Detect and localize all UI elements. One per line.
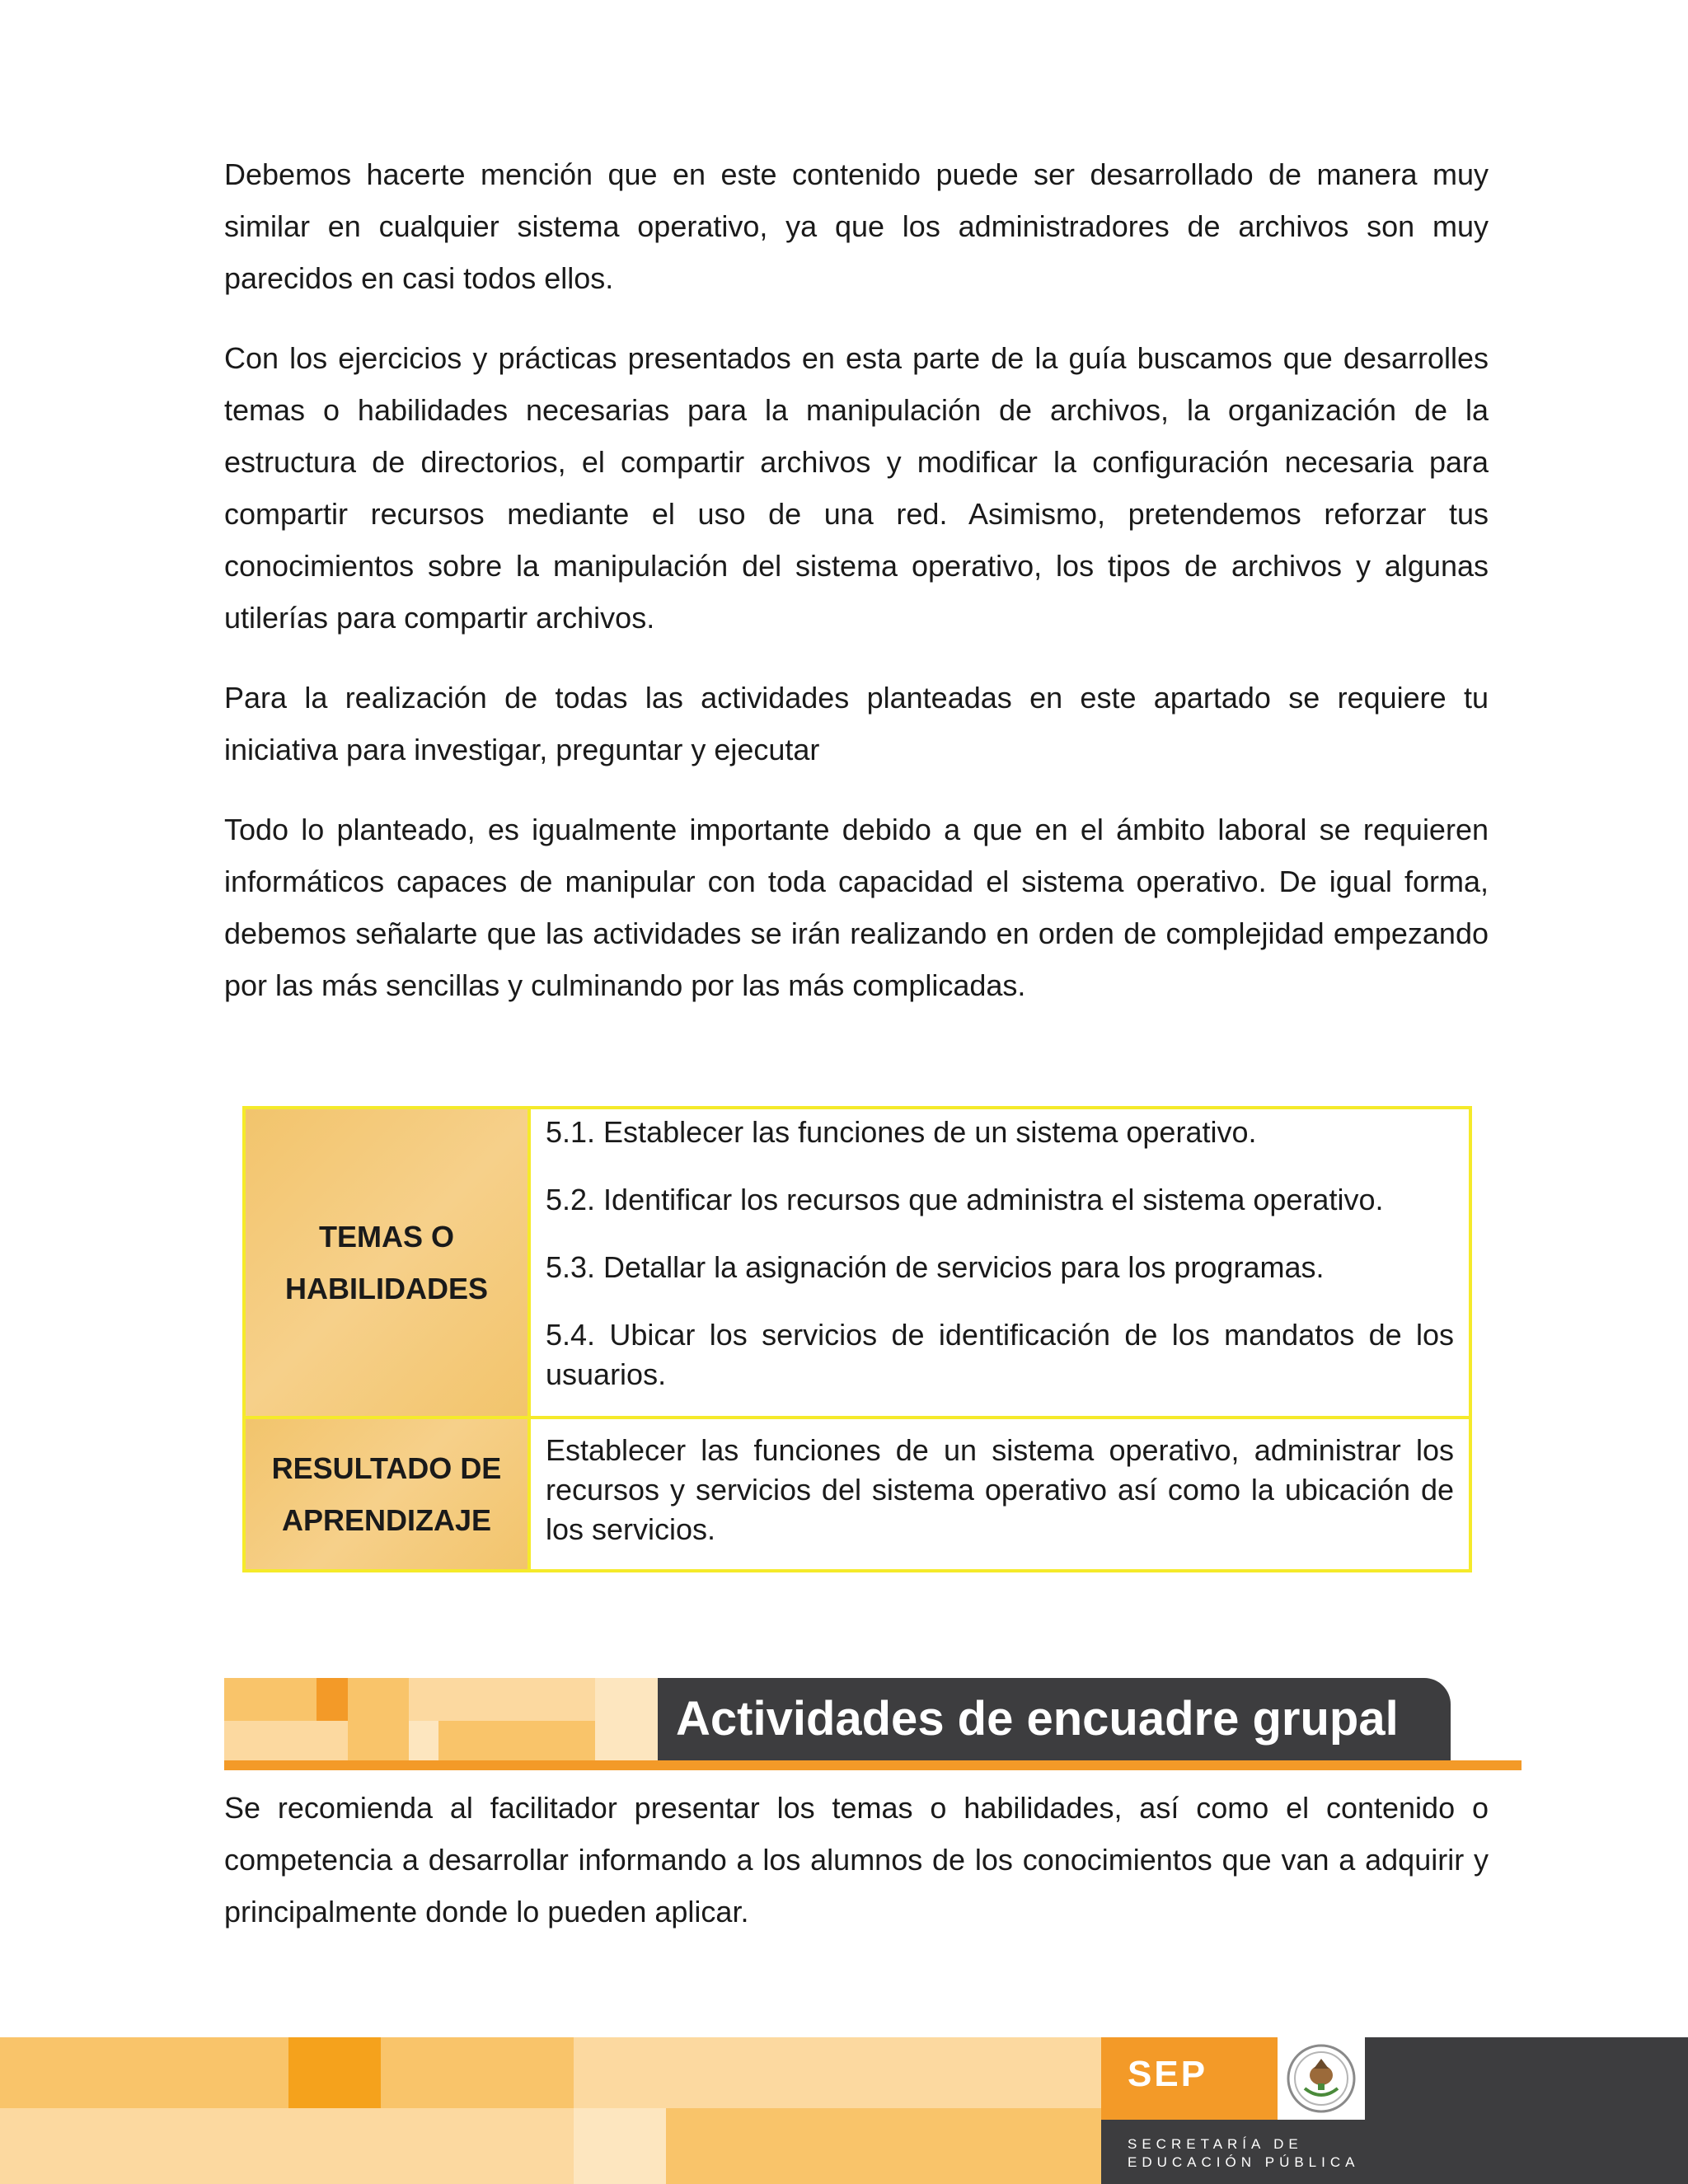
temas-item: 5.2. Identificar los recursos que administra el sistema operativo. — [546, 1183, 1384, 1216]
section-title: Actividades de encuadre grupal — [676, 1692, 1399, 1746]
temas-label-line1: TEMAS O — [318, 1220, 454, 1254]
footer-dark-right — [1365, 2037, 1688, 2184]
section-content — [224, 1782, 1489, 1966]
skills-table — [242, 1106, 1472, 1572]
footer — [0, 2037, 1688, 2184]
footer-block — [0, 2037, 288, 2108]
banner-block — [348, 1678, 409, 1760]
seal-box — [1278, 2037, 1365, 2120]
intro-paragraph-1: Debemos hacerte mención que en este contenido puede ser desarrollado de manera muy similar en cualquier sistema operativo, ya que los administradores de archivos son muy parecidos en casi todos ellos. — [224, 157, 1489, 295]
banner-block — [224, 1721, 348, 1760]
footer-block — [574, 2108, 666, 2184]
footer-block — [288, 2037, 381, 2108]
temas-item: 5.1. Establecer las funciones de un sistema operativo. — [546, 1115, 1257, 1149]
banner-block — [316, 1678, 348, 1721]
footer-block — [381, 2037, 574, 2108]
temas-items-cell — [529, 1108, 1470, 1418]
footer-block — [574, 2037, 1101, 2108]
banner-block — [409, 1721, 438, 1760]
resultado-label-line2: APRENDIZAJE — [281, 1503, 492, 1537]
resultado-label-line1: RESULTADO DE — [271, 1451, 502, 1485]
temas-item: 5.3. Detallar la asignación de servicios para los programas. — [546, 1250, 1325, 1284]
banner-block — [438, 1721, 595, 1760]
sep-subtitle-line2: EDUCACIÓN PÚBLICA — [1128, 2154, 1360, 2170]
resultado-text-cell: Establecer las funciones de un sistema operativo, administrar los recursos y servicios del sistema operativo así como la ubicación de los servicios. — [529, 1418, 1470, 1571]
temas-item: 5.4. Ubicar los servicios de identificación de los mandatos de los usuarios. — [546, 1318, 1454, 1391]
temas-label-cell — [244, 1108, 529, 1418]
banner-underline — [224, 1760, 1522, 1770]
banner-block — [224, 1678, 316, 1721]
footer-block — [666, 2108, 1101, 2184]
table-row-temas — [244, 1108, 1470, 1418]
resultado-label-cell — [244, 1418, 529, 1571]
sep-logo: SEP — [1128, 2054, 1208, 2094]
main-content — [224, 148, 1489, 1039]
banner-block — [595, 1678, 658, 1760]
intro-paragraph-4: Todo lo planteado, es igualmente importante debido a que en el ámbito laboral se requieren informáticos capaces de manipular con toda capacidad el sistema operativo. De igual forma, debemos señalarte que las actividades se irán realizando en orden de complejidad empezando por las más sencillas y culminando por las más complicadas. — [224, 813, 1489, 1002]
section-paragraph: Se recomienda al facilitador presentar los temas o habilidades, así como el contenido o competencia a desarrollar informando a los alumnos de los conocimientos que van a adquirir y principalmente donde lo pueden aplicar. — [224, 1791, 1489, 1929]
footer-block — [0, 2108, 574, 2184]
mexico-coat-of-arms-icon — [1278, 2037, 1365, 2120]
table-row-resultado — [244, 1418, 1470, 1571]
intro-paragraph-3: Para la realización de todas las actividades planteadas en este apartado se requiere tu iniciativa para investigar, preguntar y ejecutar — [224, 681, 1489, 766]
section-banner — [224, 1678, 1522, 1772]
sep-subtitle-line1: SECRETARÍA DE — [1128, 2136, 1303, 2152]
temas-label-line2: HABILIDADES — [284, 1272, 488, 1305]
intro-paragraph-2: Con los ejercicios y prácticas presentados en esta parte de la guía buscamos que desarrolles temas o habilidades necesarias para la manipulación de archivos, la organización de la estructura de directorios, el compartir archivos y modificar la configuración necesaria para compartir recursos mediante el uso de una red. Asimismo, pretendemos reforzar tus conocimientos sobre la manipulación del sistema operativo, los tipos de archivos y algunas utilerías para compartir archivos. — [224, 341, 1489, 635]
